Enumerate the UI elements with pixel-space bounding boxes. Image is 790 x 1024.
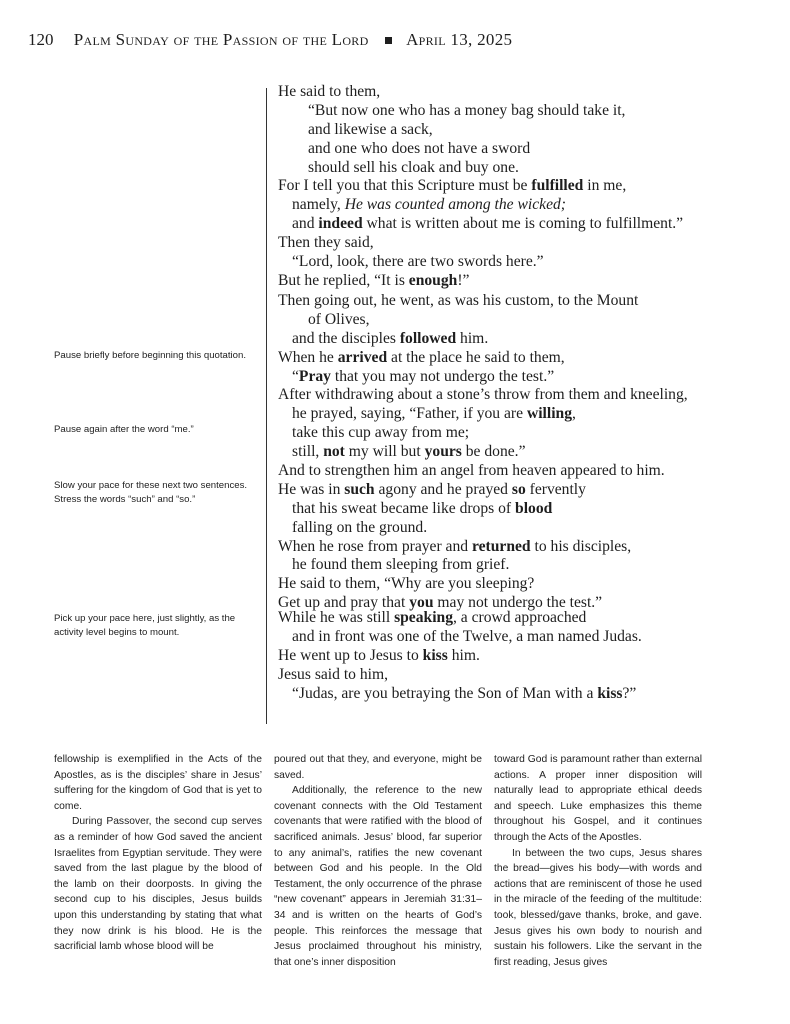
margin-note-slow-pace: Slow your pace for these next two sentences. Stress the words “such” and “so.” [54,480,248,505]
emphasis-word: yours [424,443,462,461]
reading-text: that you may not undergo the test.” [330,367,555,385]
commentary-column-2 [274,752,482,970]
margin-note-pause-quotation: Pause briefly before beginning this quotation. [54,350,247,361]
reading-line [278,538,778,557]
reading-text: may not undergo the test.” [433,594,603,612]
emphasis-word: returned [471,537,531,555]
reading-text: !” [457,271,470,289]
reading-line [278,368,778,387]
reading-text: he found them sleeping from grief. [292,556,510,574]
commentary-paragraph: During Passover, the second cup serves as a reminder of how God saved the ancient Israelites from Egyptian servitude. They were saved from the last plague by the blood of the lamb on their doorposts. In giving the second cup to his disciples, Jesus builds upon this understanding by stating that what they now drink is his blood. He is the sacrificial lamb whose blood will be [54,816,262,953]
commentary-column-3 [494,752,702,970]
commentary-paragraph: Additionally, the reference to the new covenant connects with the Old Testament covenants that were ratified with the blood of sacrificed animals. Jesus’ blood, far superior to any animal’s, ratifies the new covenant between God and his people. In the Old Testament, the only occurrence of the phrase “new covenant” appears in Jeremiah 31:31–34 and is written on the hearts of God’s people. This reinforces the message that Jesus proclaimed throughout his ministry, that one’s inner disposition [274,785,482,968]
reading-line [278,575,778,594]
reading-text: agony and he prayed [374,480,512,498]
emphasis-word: such [344,480,375,498]
reading-line [278,685,778,704]
emphasis-word: arrived [337,348,388,366]
reading-text: “But now one who has a money bag should take it, [308,101,626,119]
reading-line [278,215,778,234]
reading-text: falling on the ground. [292,518,428,536]
reading-text: He said to them, [278,83,381,100]
emphasis-word: Pray [298,367,331,385]
reading-text: After withdrawing about a stone’s throw from them and kneeling, [278,386,688,404]
reading-line [278,292,778,311]
reading-text: him. [456,329,489,347]
reading-text: “ [292,367,299,385]
reading-block-1 [278,83,778,291]
emphasis-word: so [511,480,526,498]
commentary-paragraph: toward God is paramount rather than external actions. A proper inner disposition will naturally lead to appropriate ethical deeds and speech. Luke emphasizes this theme throughout his Gospel, and it continues through the Acts of the Apostles. [494,754,702,843]
reading-text: at the place he said to them, [387,348,565,366]
emphasis-word: not [323,443,345,461]
emphasis-word: followed [399,329,457,347]
commentary-paragraph: fellowship is exemplified in the Acts of the Apostles, as is the disciples’ share in Jesus’ suffering for the kingdom of God that is yet to come. [54,754,262,812]
reading-line [278,500,778,519]
reading-line [278,330,778,349]
reading-text: of Olives, [308,310,370,328]
emphasis-word: you [409,594,434,612]
liturgy-date: April 13, 2025 [406,30,513,49]
reading-text: Get up and pray that [278,594,410,612]
margin-note-pause-me: Pause again after the word “me.” [54,424,194,435]
reading-text: fervently [525,480,586,498]
reading-text: what is written about me is coming to fulfillment.” [362,215,684,233]
reading-text: While he was still [278,609,395,626]
reading-line [278,386,778,405]
emphasis-word: speaking [394,609,453,626]
reading-line [278,121,778,140]
reading-line [278,443,778,462]
reading-line [278,159,778,178]
reading-text: For I tell you that this Scripture must be [278,177,532,195]
separator-square [385,37,392,44]
emphasis-word: kiss [422,646,448,664]
reading-text: still, [292,443,324,461]
reading-text: and [292,215,319,233]
commentary-paragraph: poured out that they, and everyone, might be saved. [274,754,482,781]
reading-line [278,253,778,272]
reading-text: , a crowd approached [453,609,587,626]
reading-line [278,628,778,647]
reading-text: When he [278,348,338,366]
reading-text: Then they said, [278,234,374,252]
reading-text: and the disciples [292,329,400,347]
reading-line [278,405,778,424]
reading-text: in me, [583,177,627,195]
reading-text: , [572,405,576,423]
reading-line [278,424,778,443]
reading-block-2 [278,292,778,613]
reading-line [278,234,778,253]
reading-line [278,140,778,159]
reading-text: When he rose from prayer and [278,537,472,555]
reading-block-3 [278,609,778,703]
reading-line [278,83,778,102]
reading-text: He went up to Jesus to [278,646,423,664]
reading-text: take this cup away from me; [292,424,470,442]
reading-text: And to strengthen him an angel from heaven appeared to him. [278,462,665,480]
page-header [28,30,768,50]
italic-phrase: He was counted among the wicked; [344,196,566,214]
reading-text: to his disciples, [530,537,632,555]
reading-text: He said to them, “Why are you sleeping? [278,575,535,593]
reading-text: he prayed, saying, “Father, if you are [292,405,527,423]
reading-text: Jesus said to him, [278,665,389,683]
reading-text: Then going out, he went, as was his custom, to the Mount [278,292,639,309]
reading-line [278,462,778,481]
emphasis-word: willing [526,405,572,423]
reading-text: He was in [278,480,345,498]
reading-text: him. [447,646,480,664]
emphasis-word: fulfilled [531,177,584,195]
reading-text: “Lord, look, there are two swords here.” [292,253,544,271]
reading-text: namely, [292,196,345,214]
commentary-paragraph: In between the two cups, Jesus shares the bread—gives his body—with words and actions that are reminiscent of those he used in the miracle of the feeding of the multitude: took, blessed/gave thanks, broke, and gave. Jesus gives his own body to nourish and sustain his followers. Like the servant in the first reading, Jesus gives [494,847,702,968]
emphasis-word: indeed [318,215,363,233]
emphasis-word: kiss [597,684,623,702]
reading-text: and one who does not have a sword [308,139,531,157]
liturgy-title: Palm Sunday of the Passion of the Lord [73,30,369,49]
reading-line [278,647,778,666]
reading-line [278,349,778,368]
reading-line [278,609,778,628]
emphasis-word: enough [408,271,458,289]
reading-line [278,177,778,196]
reading-text: be done.” [461,443,526,461]
reading-text: that his sweat became like drops of [292,499,516,517]
reading-text: my will but [344,443,425,461]
reading-line [278,102,778,121]
reading-text: should sell his cloak and buy one. [308,158,519,176]
reading-text: “Judas, are you betraying the Son of Man with a [292,684,598,702]
reading-text: ?” [622,684,637,702]
emphasis-word: blood [515,499,553,517]
reading-text: and likewise a sack, [308,120,433,138]
margin-note-pick-up-pace: Pick up your pace here, just slightly, as the activity level begins to mount. [54,613,236,638]
reading-text: But he replied, “It is [278,271,409,289]
reading-line [278,556,778,575]
reading-line [278,196,778,215]
commentary-column-1 [54,752,262,955]
reading-text: and in front was one of the Twelve, a man named Judas. [292,627,642,645]
reading-line [278,272,778,291]
reading-line [278,666,778,685]
reading-line [278,519,778,538]
margin-rule [266,88,267,724]
reading-line [278,481,778,500]
reading-line [278,311,778,330]
page-number: 120 [28,30,54,49]
